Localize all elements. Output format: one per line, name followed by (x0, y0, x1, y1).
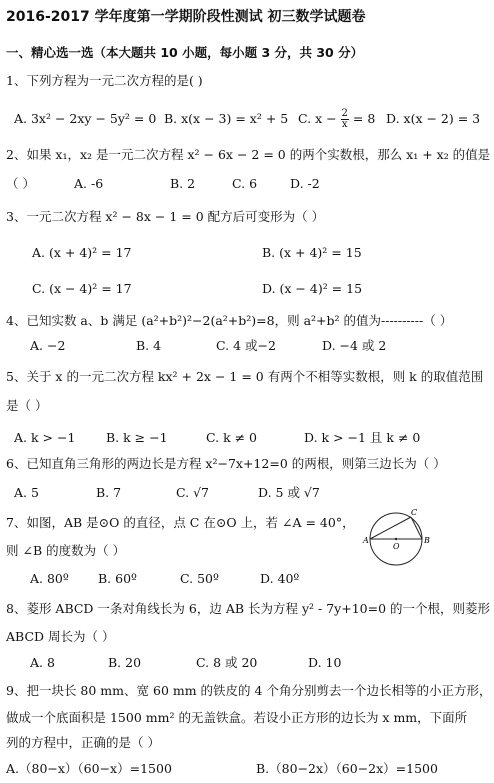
question-2-option-a: A. -6 (74, 176, 104, 191)
question-3-option-b: B. (x + 4)² = 15 (262, 245, 362, 260)
question-7-option-b: B. 60º (98, 571, 137, 586)
question-7-option-c: C. 50º (180, 571, 219, 586)
question-2-option-b: B. 2 (170, 176, 196, 191)
question-4-option-a: A. −2 (30, 338, 66, 353)
question-5-option-b: B. k ≥ −1 (106, 430, 168, 445)
question-6-option-a: A. 5 (14, 485, 39, 500)
question-5-option-d: D. k > −1 且 k ≠ 0 (304, 430, 421, 445)
question-5-cont: 是（ ） (6, 398, 48, 413)
section-heading: 一、精心选一选（本大题共 10 小题，每小题 3 分，共 30 分） (6, 45, 364, 60)
question-2-cont: （ ） (6, 176, 35, 191)
question-7-cont: 则 ∠B 的度数为（ ） (6, 543, 126, 558)
question-4-option-c: C. 4 或−2 (216, 338, 276, 353)
question-8-option-a: A. 8 (30, 655, 55, 670)
chord-bc (411, 517, 422, 539)
fraction-numerator: 2 (341, 108, 348, 119)
question-9-cont1: 做成一个底面积是 1500 mm² 的无盖铁盒。若设小正方形的边长为 x mm，下面所 (6, 710, 468, 725)
circle-diagram (362, 505, 434, 569)
question-2-option-c: C. 6 (232, 176, 258, 191)
question-3-stem: 3、一元二次方程 x² − 8x − 1 = 0 配方后可变形为（ ） (6, 209, 325, 224)
question-8-option-b: B. 20 (108, 655, 142, 670)
label-a: A (363, 536, 369, 545)
question-1-option-c (298, 104, 375, 134)
center-point (395, 538, 397, 540)
question-1-option-b: B. x(x − 3) = x² + 5 (164, 111, 289, 126)
question-6-option-d: D. 5 或 √7 (258, 485, 320, 500)
chord-ac (370, 517, 411, 539)
option-c-suffix: = 8 (352, 111, 376, 126)
question-7-option-a: A. 80º (30, 571, 69, 586)
question-9-option-a: A.（80−x）（60−x）=1500 (6, 761, 172, 776)
question-6-stem: 6、已知直角三角形的两边长是方程 x²−7x+12=0 的两根，则第三边长为（ ） (6, 456, 446, 471)
question-8-stem: 8、菱形 ABCD 一条对角线长为 6，边 AB 长为方程 y² - 7y+10=0 的一个根，则菱形 (6, 601, 491, 616)
question-5-option-a: A. k > −1 (14, 430, 76, 445)
label-c: C (411, 508, 418, 517)
question-3-option-c: C. (x − 4)² = 17 (32, 281, 132, 296)
question-3-option-d: D. (x − 4)² = 15 (262, 281, 363, 296)
question-9-option-b: B.（80−2x）（60−2x）=1500 (256, 761, 438, 776)
fraction (341, 109, 349, 130)
label-o: O (393, 542, 400, 551)
question-2-stem: 2、如果 x₁，x₂ 是一元二次方程 x² − 6x − 2 = 0 的两个实数根，那么 x₁ + x₂ 的值是 (6, 147, 491, 162)
option-c-prefix: C. x − (298, 111, 337, 126)
question-8-option-c: C. 8 或 20 (196, 655, 258, 670)
question-7-option-d: D. 40º (260, 571, 300, 586)
label-b: B (424, 536, 430, 545)
question-9-cont2: 列的方程中，正确的是（ ） (6, 735, 160, 750)
question-1-option-d: D. x(x − 2) = 3 (386, 111, 481, 126)
fraction-denominator: x (341, 119, 348, 130)
question-6-option-b: B. 7 (96, 485, 122, 500)
question-4-option-b: B. 4 (136, 338, 162, 353)
question-5-option-c: C. k ≠ 0 (206, 430, 258, 445)
question-3-option-a: A. (x + 4)² = 17 (32, 245, 132, 260)
question-4-option-d: D. −4 或 2 (322, 338, 387, 353)
question-1-option-a: A. 3x² − 2xy − 5y² = 0 (14, 111, 157, 126)
question-2-option-d: D. -2 (290, 176, 320, 191)
question-7-stem: 7、如图，AB 是⊙O 的直径，点 C 在⊙O 上，若 ∠A = 40°， (6, 515, 355, 530)
question-6-option-c: C. √7 (176, 485, 209, 500)
question-1-stem: 1、下列方程为一元二次方程的是( ) (6, 73, 203, 88)
question-8-option-d: D. 10 (308, 655, 342, 670)
question-4-stem: 4、已知实数 a、b 满足 (a²+b²)²−2(a²+b²)=8，则 a²+b² 的值为----------（ ） (6, 313, 453, 328)
question-5-stem: 5、关于 x 的一元二次方程 kx² + 2x − 1 = 0 有两个不相等实数根，则 k 的取值范围 (6, 369, 484, 384)
page-title: 2016-2017 学年度第一学期阶段性测试 初三数学试题卷 (6, 9, 366, 25)
question-8-cont: ABCD 周长为（ ） (6, 629, 115, 644)
question-9-stem: 9、把一块长 80 mm、宽 60 mm 的铁皮的 4 个角分别剪去一个边长相等的小正方形， (6, 683, 492, 698)
